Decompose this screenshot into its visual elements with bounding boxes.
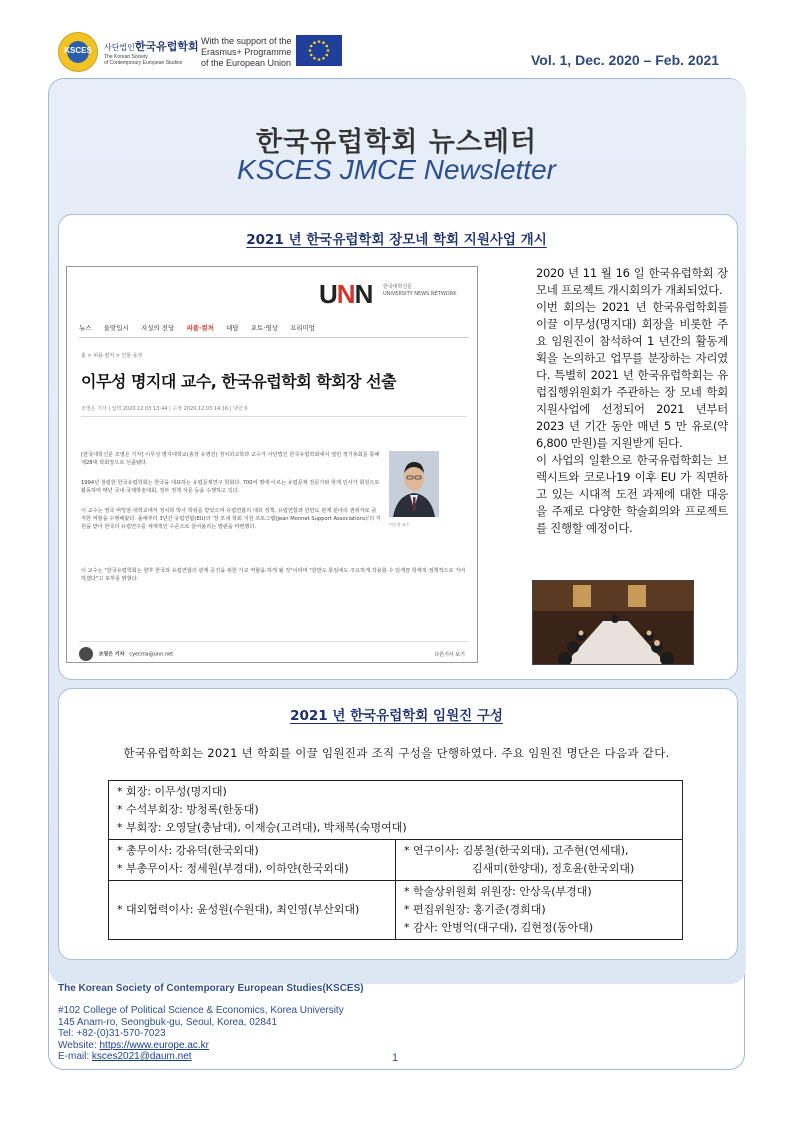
article-breadcrumb: 홈 > 피플·컬처 > 인물·동정 [81,353,143,359]
table-cell: * 총무이사: 강유덕(한국외대) * 부총무이사: 정세원(부경대), 이하얀(한국외대) [109,840,396,881]
page-number: 1 [392,1052,399,1064]
reporter-name: 조영은 기자 [98,651,125,658]
article-paragraph: 1994년 창립한 한국유럽학회는 한국을 대표하는 유럽문제연구 학회다. 700여 명에 이르는 유럽문제 전문가와 학계 인사가 회원으로 활동하며 매년 국내·국제학술대회, 정부 정책 자문 등을 수행하고 있다. [81,480,380,494]
executives-table [108,780,683,940]
meeting-photo [532,580,694,665]
footer-contact: #102 College of Political Science & Economics, Korea University 145 Anam-ro, Seongbuk-gu, Seoul, Korea, 02841 Tel: +82-(0)31-570-7023 Website: https://www.europe.ac.kr E-mail: ksces2021@daum.net [58,1005,344,1062]
news-article-screenshot [66,266,478,663]
nav-item[interactable]: 지성의 전당 [140,324,175,332]
unn-logo: UNN [319,279,373,309]
body-paragraph: 이번 회의는 2021 년 한국유럽학회를 이끌 이무성(명지대) 회장을 비롯한 주요 임원진이 참석하여 1 년간의 활동계획을 논의하고 업무를 분장하는 자리였다. 특별히 2021 년 한국유럽학회는 유럽집행위원회가 주관하는 장 모네 학회 지원사업에 선정되어 2021 년부터 2023 년 기간 동안 매년 5 만 유로(약 6,800 만원)를 지원받게 된다. [536,300,728,450]
more-articles-link[interactable]: 다른기사 보기 [434,652,465,658]
section1-body [488,265,728,537]
article-paragraph: [한국대학신문 조영은 기자] 이무성 명지대학교(총장 유병진) 정치외교학과 교수가 사단법인 한국유럽학회에서 열린 정기총회를 통해 제28대 학회장으로 선출됐다. [81,452,380,466]
article-headline: 이무성 명지대 교수, 한국유럽학회 학회장 선출 [81,372,397,391]
unn-logo-subtitle: 한국대학신문 UNIVERSITY NEWS NETWORK [383,284,457,297]
table-row [109,840,683,881]
section2-intro: 한국유럽학회는 2021 년 학회를 이끌 임원진과 조직 구성을 단행하였다. 주요 임원진 명단은 다음과 같다. [123,746,670,760]
professor-photo [389,451,439,517]
table-cell: * 대외협력이사: 윤성원(수원대), 최인영(부산외대) [109,881,396,940]
article-footer [79,641,469,661]
photo-caption: 이무성 교수 [389,522,410,527]
table-cell: * 연구이사: 김봉철(한국외대), 고주현(연세대), 김새미(한양대), 정호윤(한국외대) [396,840,683,881]
reporter-email[interactable]: cyecma@unn.net [129,651,174,658]
newsletter-title-korean: 한국유럽학회 뉴스레터 [255,127,538,158]
eu-flag-icon [296,35,342,66]
reporter-avatar [79,647,93,661]
table-cell: * 회장: 이무성(명지대) * 수석부회장: 방청록(한동대) * 부회장: 오영달(충남대), 이재승(고려대), 박채복(숙명여대) [109,781,683,840]
table-cell: * 학술상위원회 위원장: 안상욱(부경대) * 편집위원장: 홍기준(경희대) * 감사: 안병억(대구대), 김현정(동아대) [396,881,683,940]
section2-heading: 2021 년 한국유럽학회 임원진 구성 [290,708,503,724]
nav-item[interactable]: 뉴스 [79,324,92,332]
erasmus-support-text: With the support of the Erasmus+ Programme of the European Union [201,36,292,68]
table-row [109,781,683,840]
email-link[interactable]: ksces2021@daum.net [91,1051,192,1062]
nav-item[interactable]: 대담 [226,324,239,332]
body-paragraph: 2020 년 11 월 16 일 한국유럽학회 장모네 프로젝트 개시회의가 개최되었다. [536,266,728,297]
newsletter-title-english: KSCES JMCE Newsletter [237,154,556,185]
nav-item[interactable]: 포토·영상 [250,324,278,332]
section1-heading: 2021 년 한국유럽학회 장모네 학회 지원사업 개시 [246,232,547,248]
website-link[interactable]: https://www.europe.ac.kr [99,1039,209,1051]
page-header [58,30,748,76]
ksces-logo-icon: KSCES [58,32,98,72]
article-nav [79,323,469,338]
issue-volume: Vol. 1, Dec. 2020 – Feb. 2021 [531,52,720,68]
article-meta: 조영은 기자 | 입력 2020.12.03 13:44 | 수정 2020.12.03 14:16 | 댓글 0 [81,405,467,417]
org-name-en: The Korean Society of Contemporary European Studies [104,54,183,66]
nav-item[interactable]: 울맞입시 [103,324,129,332]
body-paragraph: 이 사업의 일환으로 한국유럽학회는 브렉시트와 코로나19 이후 EU 가 직면하고 있는 시대적 도전 과제에 대한 대응을 주제로 다양한 학술회의와 프로젝트를 진행할 예정이다. [536,453,728,535]
nav-item[interactable]: 프리미엄 [289,324,316,332]
org-name: 사단법인한국유럽학회 [104,40,199,53]
nav-item-active[interactable]: 피플·컬처 [186,324,214,332]
article-paragraph: 이 교수는 영국 버밍엄 대학교에서 정치학 박사 학위를 받았으며 유럽연합의 대외 정책, 유럽연합과 한반도 관계 분야의 권위자로 굵직한 역할을 수행해왔다. 올해부터 3년간 유럽연합(EU)의 '장 모네 학회 지원 프로그램(Jean Monnet Support Associations)'의 지원을 받아 한국의 유럽연구를 세계적인 수준으로 끌어올리는 발판을 마련했다. [81,508,381,530]
footer-org-name: The Korean Society of Contemporary European Studies(KSCES) [58,983,364,994]
table-row [109,881,683,940]
article-paragraph: 이 교수는 "한국유럽학회는 향후 한국과 유럽연합의 관계 증진을 위한 가교 역할을 하게 될 것"이라며 "한반도 통일에도 주요하게 작용할 수 있게끔 학제적·정책적으로 기여하겠다"고 포부를 밝혔다. [81,568,466,582]
